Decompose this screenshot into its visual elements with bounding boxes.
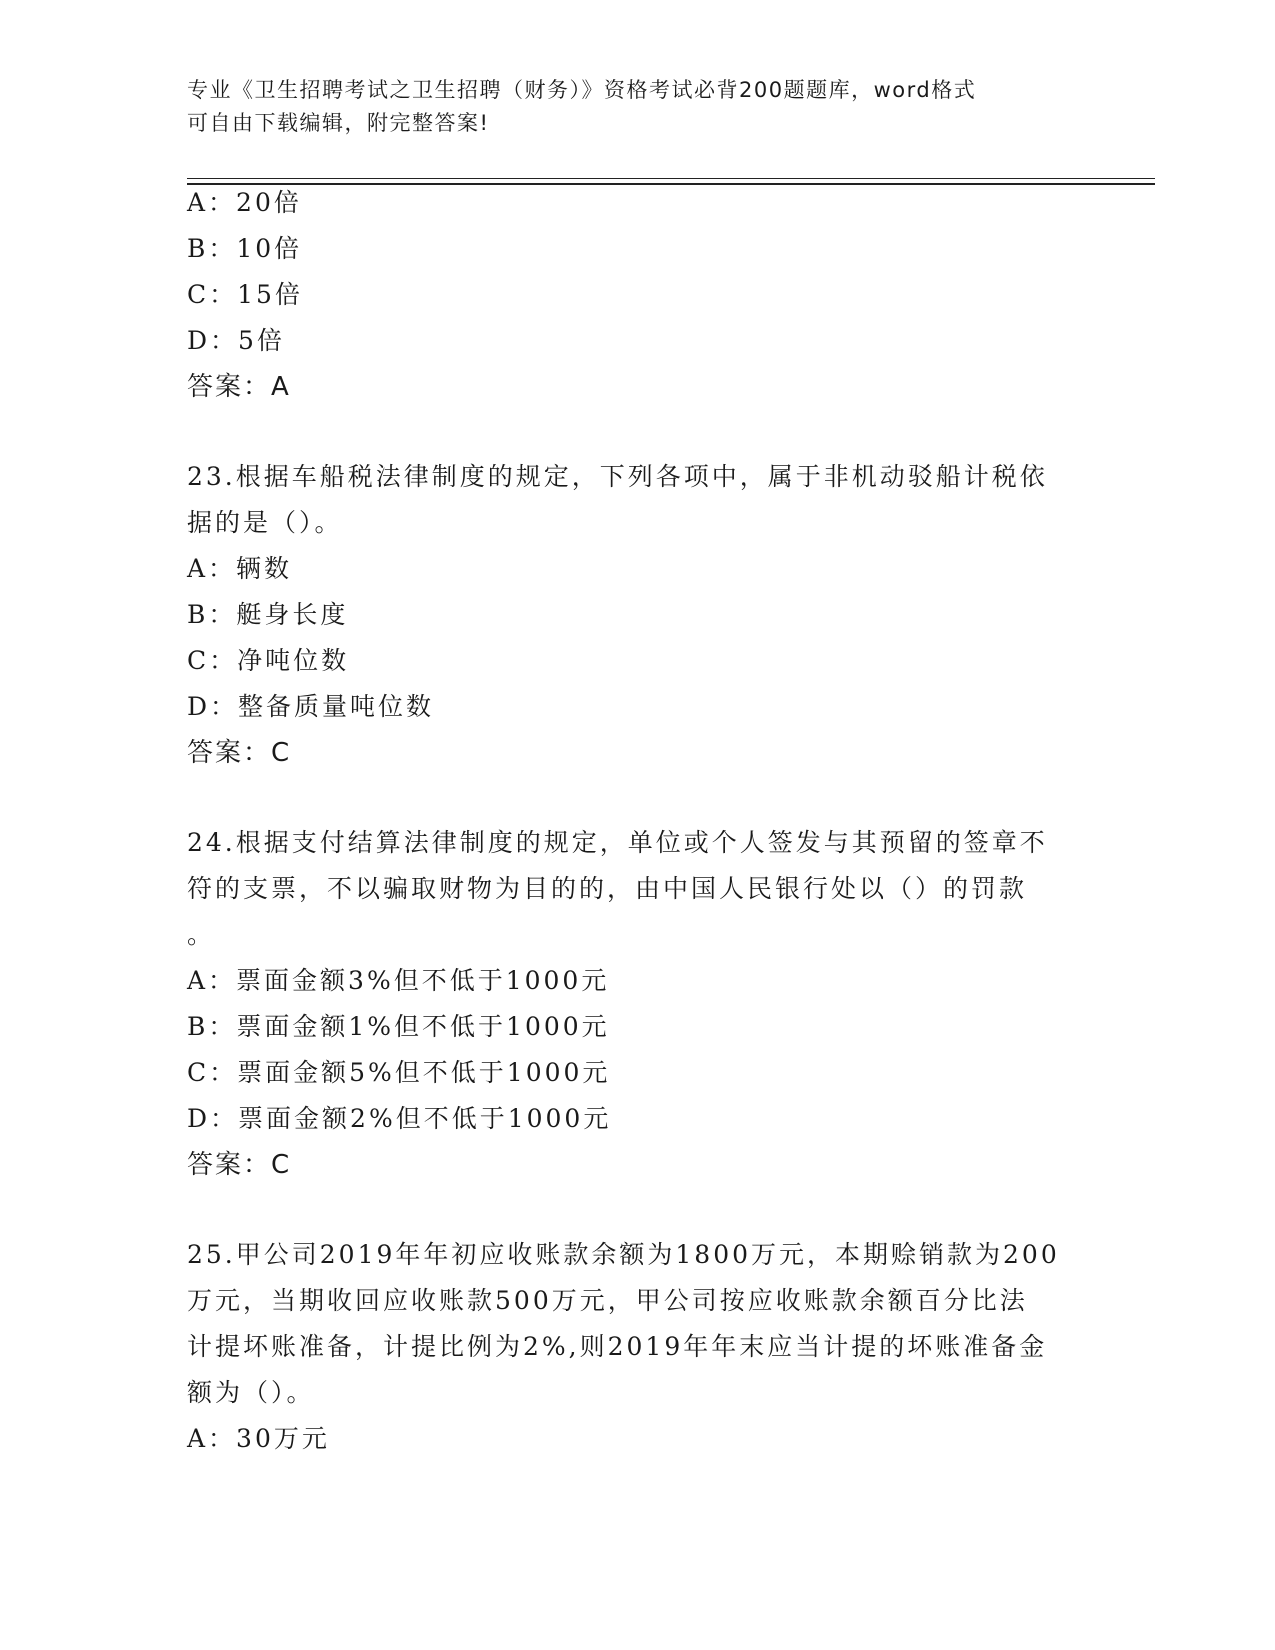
answer: 答案：A xyxy=(187,372,291,402)
option-b: B：票面金额1%但不低于1000元 xyxy=(187,1012,610,1041)
option-d: D：整备质量吨位数 xyxy=(187,692,435,721)
question-stem-line: 据的是（）。 xyxy=(187,508,343,537)
option-d: D：票面金额2%但不低于1000元 xyxy=(187,1104,612,1133)
question-stem-line: 计提坏账准备，计提比例为2%,则2019年年末应当计提的坏账准备金 xyxy=(187,1332,1048,1361)
header-rule-thin xyxy=(187,178,1155,179)
option-a: A：30万元 xyxy=(187,1424,330,1453)
question-stem-line: 24.根据支付结算法律制度的规定，单位或个人签发与其预留的签章不 xyxy=(187,828,1048,857)
question-22-continued xyxy=(187,180,1087,410)
option-c: C：净吨位数 xyxy=(187,646,350,675)
question-stem-line: 25.甲公司2019年年初应收账款余额为1800万元，本期赊销款为200 xyxy=(187,1240,1060,1269)
document-body xyxy=(187,180,1087,1462)
answer: 答案：C xyxy=(187,1150,292,1180)
question-23 xyxy=(187,454,1087,776)
option-c: C：15倍 xyxy=(187,280,303,309)
option-d: D：5倍 xyxy=(187,326,285,355)
question-stem-line: 额为（）。 xyxy=(187,1378,315,1407)
header-line-1: 专业《卫生招聘考试之卫生招聘（财务）》资格考试必背200题题库，word格式 xyxy=(187,78,977,102)
answer: 答案：C xyxy=(187,738,292,768)
question-stem-line: 23.根据车船税法律制度的规定，下列各项中，属于非机动驳船计税依 xyxy=(187,462,1048,491)
question-24 xyxy=(187,820,1087,1188)
question-stem-line: 万元，当期收回应收账款500万元，甲公司按应收账款余额百分比法 xyxy=(187,1286,1028,1315)
option-b: B：10倍 xyxy=(187,234,303,263)
header-line-2: 可自由下载编辑，附完整答案! xyxy=(187,111,490,135)
option-a: A：票面金额3%但不低于1000元 xyxy=(187,966,610,995)
option-a: A：20倍 xyxy=(187,188,302,217)
option-b: B：艇身长度 xyxy=(187,600,349,629)
question-stem-line: 符的支票，不以骗取财物为目的的，由中国人民银行处以（）的罚款 xyxy=(187,874,1028,903)
option-c: C：票面金额5%但不低于1000元 xyxy=(187,1058,611,1087)
option-a: A：辆数 xyxy=(187,554,293,583)
document-header xyxy=(187,74,1067,140)
question-stem-line: 。 xyxy=(187,920,216,949)
question-25 xyxy=(187,1232,1087,1462)
